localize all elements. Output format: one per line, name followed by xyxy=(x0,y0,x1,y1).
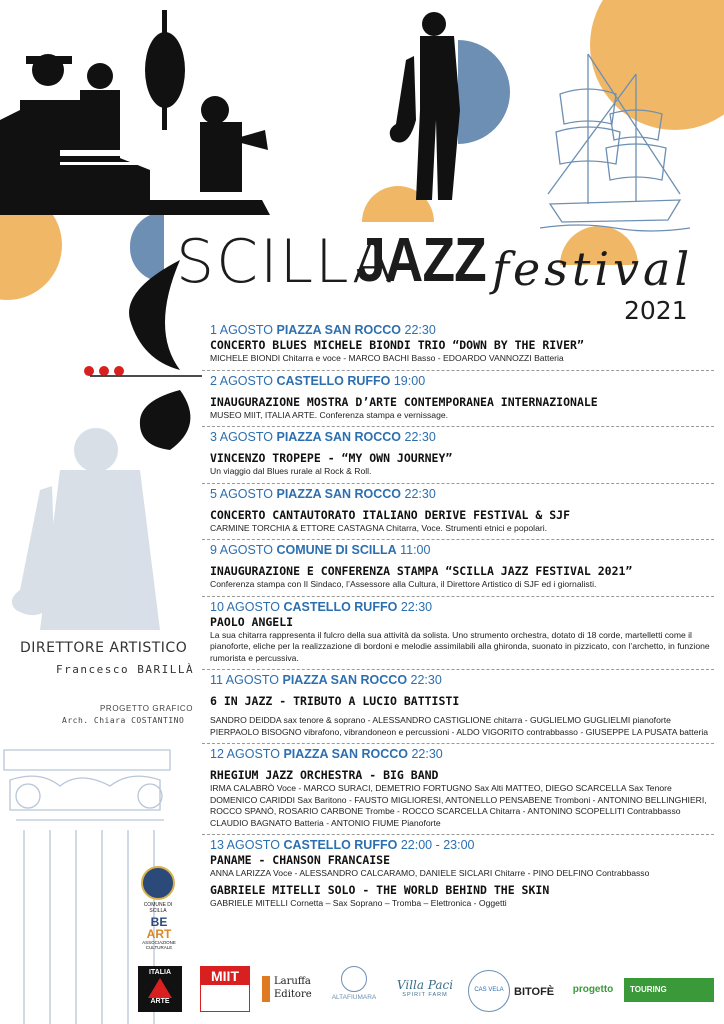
event-title: RHEGIUM JAZZ ORCHESTRA - BIG BAND xyxy=(210,768,439,782)
faint-saxophonist-illustration xyxy=(0,410,200,630)
villapaci-label: Villa Paci xyxy=(396,978,454,992)
beart-sub: ASSOCIAZIONE CULTURALE xyxy=(142,940,176,950)
event-title: VINCENZO TROPEPE - “MY OWN JOURNEY” xyxy=(210,451,453,465)
beart-top: BE xyxy=(150,915,168,929)
event-title: CONCERTO CANTAUTORATO ITALIANO DERIVE FESTIVAL & SJF xyxy=(210,507,571,522)
laruffa-label: Laruffa xyxy=(274,976,311,987)
casvela-label: CAS VELA xyxy=(474,987,504,993)
event-description: ANNA LARIZZA Voce - ALESSANDRO CALCARAMO, DANIELE SICLARI Chitarre - PINO DELFINO Contrabbasso xyxy=(210,868,650,878)
event-date: 10 AGOSTO CASTELLO RUFFO 22:30 xyxy=(210,599,433,614)
event-description: SANDRO DEIDDA sax tenore & soprano - ALESSANDRO CASTIGLIONE chitarra - GUGLIELMO GUGLIELMI pianoforte PIERPAOLO BISOGNO vibrafono, vibrandoneon e percussioni - ALDO VIGORITO contrabbasso - GIUSEPPE LA PUSATA batteria xyxy=(210,715,709,737)
event-date: 13 AGOSTO CASTELLO RUFFO 22:00 - 23:00 xyxy=(210,838,475,852)
event-title: CONCERTO BLUES MICHELE BIONDI TRIO “DOWN BY THE RIVER” xyxy=(210,338,584,352)
progetto-logo xyxy=(568,984,618,995)
event-date: 11 AGOSTO PIAZZA SAN ROCCO 22:30 xyxy=(210,673,442,687)
event-item xyxy=(202,597,714,671)
event-description: CARMINE TORCHIA & ETTORE CASTAGNA Chitarra, Voce. Strumenti etnici e popolari. xyxy=(210,522,548,533)
graphics-label: PROGETTO GRAFICO xyxy=(100,704,194,713)
director-label: DIRETTORE ARTISTICO xyxy=(20,640,188,656)
director-name: Francesco BARILLÀ xyxy=(56,663,195,676)
laruffa-bar-icon xyxy=(262,976,270,1002)
sailing-ship-illustration xyxy=(540,44,690,234)
graphics-name: Arch. Chiara COSTANTINO xyxy=(62,716,185,725)
laruffa-sub: Editore xyxy=(274,989,312,1000)
crest-icon xyxy=(141,866,175,900)
villapaci-logo xyxy=(390,978,460,998)
red-dots xyxy=(84,366,134,378)
event-item xyxy=(202,744,714,835)
event-description: Un viaggio dal Blues rurale al Rock & Roll. xyxy=(210,466,372,476)
bitofe-logo: BITOFÈ xyxy=(514,986,555,998)
event-title: PAOLO ANGELI xyxy=(210,614,294,629)
title-year: 2021 xyxy=(624,296,688,325)
event-date: 12 AGOSTO PIAZZA SAN ROCCO 22:30 xyxy=(210,747,443,761)
event-item xyxy=(202,427,714,484)
beart-bottom: ART xyxy=(146,927,172,941)
saxophonist-illustration xyxy=(386,0,476,205)
event-title: INAUGURAZIONE E CONFERENZA STAMPA “SCILLA JAZZ FESTIVAL 2021” xyxy=(210,564,633,578)
casvela-logo xyxy=(468,970,510,1012)
miit-label: MIIT xyxy=(201,967,249,985)
altafiumara-emblem-icon xyxy=(341,966,367,992)
event-description: Conferenza stampa con Il Sindaco, l’Assessore alla Cultura, il Direttore Artistico di SJF ed i giornalisti. xyxy=(210,579,597,589)
villapaci-sub: SPIRIT FARM xyxy=(402,992,448,998)
event-date: 9 AGOSTO COMUNE DI SCILLA 11:00 xyxy=(210,543,431,557)
miit-logo xyxy=(200,966,250,1012)
event-item xyxy=(202,540,714,597)
comune-logo xyxy=(136,866,180,914)
event-title: INAUGURAZIONE MOSTRA D’ARTE CONTEMPORANEA INTERNAZIONALE xyxy=(210,394,598,409)
progetto-label: progetto xyxy=(572,984,614,995)
event-program xyxy=(202,320,714,914)
touring-logo xyxy=(624,978,714,1002)
title-festival: festival xyxy=(492,242,694,296)
event-item xyxy=(202,670,714,744)
event-date: 5 AGOSTO PIAZZA SAN ROCCO 22:30 xyxy=(210,486,436,501)
event-title-second: GABRIELE MITELLI SOLO - THE WORLD BEHIND THE SKIN xyxy=(210,882,550,897)
italia-label: ITALIA xyxy=(148,969,172,976)
event-description-second: GABRIELE MITELLI Cornetta – Sax Soprano – Tromba – Elettronica - Oggetti xyxy=(210,897,507,908)
event-date: 2 AGOSTO CASTELLO RUFFO 19:00 xyxy=(210,373,426,388)
event-description: IRMA CALABRÒ Voce - MARCO SURACI, DEMETRIO FORTUGNO Sax Alti MATTEO, DIEGO SCARCELLA Sax Tenore DOMENICO CARIDDI Sax Baritono - FAUSTO MIGLIORESI, ANTONELLO PENSABENE Tromboni - ANTONINO BELLINGHIERI, ROCCO SPANÒ, ROSARIO CARBONE Trombe - ROCCO SCARCELLA Chitarra - ANTONINO SCOPELLITI Contrabbasso CLAUDIO BAGNATO Batteria - ANTONIO FIUME Pianoforte xyxy=(210,783,707,828)
event-item xyxy=(202,835,714,914)
beart-logo xyxy=(134,916,184,950)
event-item xyxy=(202,320,714,371)
altafiumara-logo xyxy=(324,966,384,1001)
event-item xyxy=(202,371,714,428)
italia-arte-logo xyxy=(138,966,182,1012)
event-title: PANAME - CHANSON FRANCAISE xyxy=(210,853,391,867)
arte-label: ARTE xyxy=(150,998,170,1005)
jazz-band-illustration xyxy=(0,0,280,230)
event-date: 1 AGOSTO PIAZZA SAN ROCCO 22:30 xyxy=(210,323,436,337)
event-description: MUSEO MIIT, ITALIA ARTE. Conferenza stampa e vernissage. xyxy=(210,409,449,420)
title-jazz: JAZZ xyxy=(356,226,486,295)
event-date: 3 AGOSTO PIAZZA SAN ROCCO 22:30 xyxy=(210,430,436,444)
triangle-icon xyxy=(148,978,172,998)
event-item xyxy=(202,484,714,541)
altafiumara-label: ALTAFIUMARA xyxy=(331,994,377,1001)
comune-label: COMUNE DI SCILLA xyxy=(143,902,173,914)
touring-label: TOURING xyxy=(630,985,667,994)
event-description: La sua chitarra rappresenta il fulcro della sua attività da solista. Uno strumento orchestra, dotato di 18 corde, martelletti come il pianoforte, eliche per la realizzazione di bordoni e melodie assimilabili alla ghironda, suonato in pizzicato, con l’archetto, in funzione rumorista e percussiva. xyxy=(210,629,710,663)
event-description: MICHELE BIONDI Chitarra e voce - MARCO BACHI Basso - EDOARDO VANNOZZI Batteria xyxy=(210,353,564,363)
title-scilla: SCILLA xyxy=(176,227,395,297)
event-title: 6 IN JAZZ - TRIBUTO A LUCIO BATTISTI xyxy=(210,694,460,708)
